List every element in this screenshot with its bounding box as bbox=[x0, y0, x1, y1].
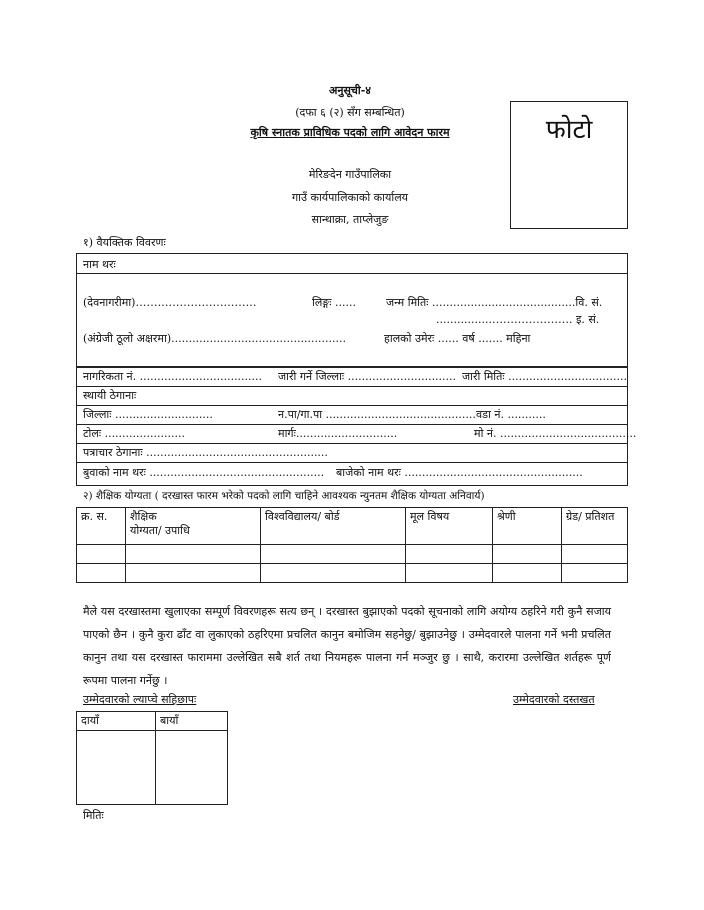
name-english-field[interactable]: (अंग्रेजी ठूलो अक्षरमा).................................................. bbox=[83, 332, 346, 345]
age-field[interactable]: हालको उमेरः ...... वर्ष ....... महिना bbox=[384, 332, 531, 345]
district-field[interactable]: जिल्लाः ............................ bbox=[83, 408, 213, 421]
table-cell[interactable] bbox=[261, 545, 406, 564]
divider bbox=[76, 443, 628, 444]
table-cell[interactable] bbox=[77, 545, 126, 564]
tole-field[interactable]: टोलः ....................... bbox=[83, 427, 185, 440]
column-header: विश्वविद्यालय/ बोर्ड bbox=[261, 508, 406, 545]
thumbprint-label: उम्मेदवारको ल्याप्चे सहिछापः bbox=[83, 693, 197, 706]
declaration-text: मैले यस दरखास्तमा खुलाएका सम्पूर्ण विवरणहरू सत्य छन् । दरखास्त बुझाएको पदको सूचनाको लागि अयोग्य ठहरिने गरी कुनै सजाय पाएको छैन । कुनै कुरा ढाँट वा लुकाएको ठहरिएमा प्रचलित कानुन बमोजिम सहनेछु/ बुझाउनेछु । उम्मेदवारले पालना गर्ने भनी प्रचलित कानुन तथा यस दरखास्त फाराममा उल्लेखित सबै शर्त तथा नियमहरू पालना गर्न मञ्जुर छु । साथै, करारमा उल्लेखित शर्तहरू पूर्ण रूपमा पालना गर्नेछु । bbox=[83, 605, 611, 687]
name-label: नाम थरः bbox=[83, 258, 116, 271]
divider bbox=[76, 405, 628, 406]
divider bbox=[76, 424, 628, 425]
right-thumb-header: दायाँ bbox=[77, 712, 156, 731]
office-line-3: सान्थाक्रा, ताप्लेजुङ bbox=[311, 213, 389, 226]
photo-label: फोटो bbox=[545, 115, 593, 145]
table-cell[interactable] bbox=[406, 545, 493, 564]
table-header-row bbox=[77, 508, 628, 545]
table-cell[interactable] bbox=[493, 545, 562, 564]
education-table bbox=[76, 507, 628, 583]
marg-field[interactable]: मार्गः............................. bbox=[278, 427, 398, 440]
mobile-field[interactable]: मो नं. ....................................... bbox=[474, 427, 637, 440]
reference-line: (दफा ६ (२) सँग सम्बन्धित) bbox=[295, 106, 405, 119]
father-name-field[interactable]: बुवाको नाम थरः .................................................. bbox=[83, 466, 325, 479]
table-row bbox=[77, 731, 228, 805]
divider bbox=[76, 273, 628, 274]
table-cell[interactable] bbox=[406, 564, 493, 583]
permanent-address-label: स्थायी ठेगानाः bbox=[83, 389, 137, 402]
correspondence-address-field[interactable]: पत्राचार ठेगानाः .................................................... bbox=[83, 446, 328, 459]
divider bbox=[76, 462, 628, 463]
left-thumb-box[interactable] bbox=[156, 731, 228, 805]
column-header: श्रेणी bbox=[493, 508, 562, 545]
table-cell[interactable] bbox=[77, 564, 126, 583]
schedule-heading: अनुसूची-४ bbox=[328, 84, 372, 97]
personal-section-title: १) वैयक्तिक विवरणः bbox=[83, 236, 166, 249]
issue-district-field[interactable]: जारी गर्ने जिल्लाः ............................... bbox=[278, 370, 457, 383]
table-row bbox=[77, 564, 628, 583]
column-header bbox=[126, 508, 261, 545]
municipality-field[interactable]: न.पा/गा.पा ........................................... bbox=[278, 408, 476, 421]
right-thumb-box[interactable] bbox=[77, 731, 156, 805]
column-header: क्र. स. bbox=[77, 508, 126, 545]
photo-box bbox=[510, 101, 628, 229]
column-header-line: शैक्षिक bbox=[130, 510, 157, 523]
divider bbox=[76, 386, 628, 387]
column-header-line: योग्यता/ उपाधि bbox=[130, 524, 190, 537]
table-cell[interactable] bbox=[126, 545, 261, 564]
table-header-row bbox=[77, 712, 228, 731]
ward-field[interactable]: वडा नं. ........... bbox=[476, 408, 546, 421]
table-cell[interactable] bbox=[562, 545, 628, 564]
dob-bs-field[interactable]: जन्म मितिः .........................................वि. सं. bbox=[386, 296, 603, 309]
column-header: ग्रेड/ प्रतिशत bbox=[562, 508, 628, 545]
date-label: मितिः bbox=[83, 809, 104, 822]
form-title: कृषि स्नातक प्राविधिक पदको लागि आवेदन फारम bbox=[250, 126, 450, 139]
office-line-2: गाउँ कार्यपालिकाको कार्यालय bbox=[291, 191, 409, 204]
issue-date-field[interactable]: जारी मितिः .................................. bbox=[462, 370, 628, 383]
table-row bbox=[77, 545, 628, 564]
table-cell[interactable] bbox=[126, 564, 261, 583]
column-header: मूल विषय bbox=[406, 508, 493, 545]
table-cell[interactable] bbox=[493, 564, 562, 583]
personal-details-box bbox=[76, 253, 628, 367]
citizenship-field[interactable]: नागरिकता नं. ................................... bbox=[83, 370, 263, 383]
name-devanagari-field[interactable]: (देवनागरीमा)…………………………… bbox=[83, 296, 257, 309]
left-thumb-header: बायाँ bbox=[156, 712, 228, 731]
grandfather-name-field[interactable]: बाजेको नाम थरः ................................................... bbox=[336, 466, 583, 479]
education-section-title: २) शैक्षिक योग्यता ( दरखास्त फारम भरेको पदको लागि चाहिने आवश्यक न्युनतम शैक्षिक योग्यता अनिवार्य) bbox=[83, 490, 485, 502]
office-line-1: मेरिङदेन गाउँपालिका bbox=[308, 168, 392, 181]
thumbprint-table bbox=[76, 711, 228, 805]
table-cell[interactable] bbox=[562, 564, 628, 583]
dob-ad-field[interactable]: ................…………………. इ. सं. bbox=[436, 313, 600, 326]
gender-field[interactable]: लिङ्गः ...... bbox=[312, 296, 356, 309]
table-cell[interactable] bbox=[261, 564, 406, 583]
signature-label: उम्मेदवारको दस्तखत bbox=[513, 693, 595, 706]
